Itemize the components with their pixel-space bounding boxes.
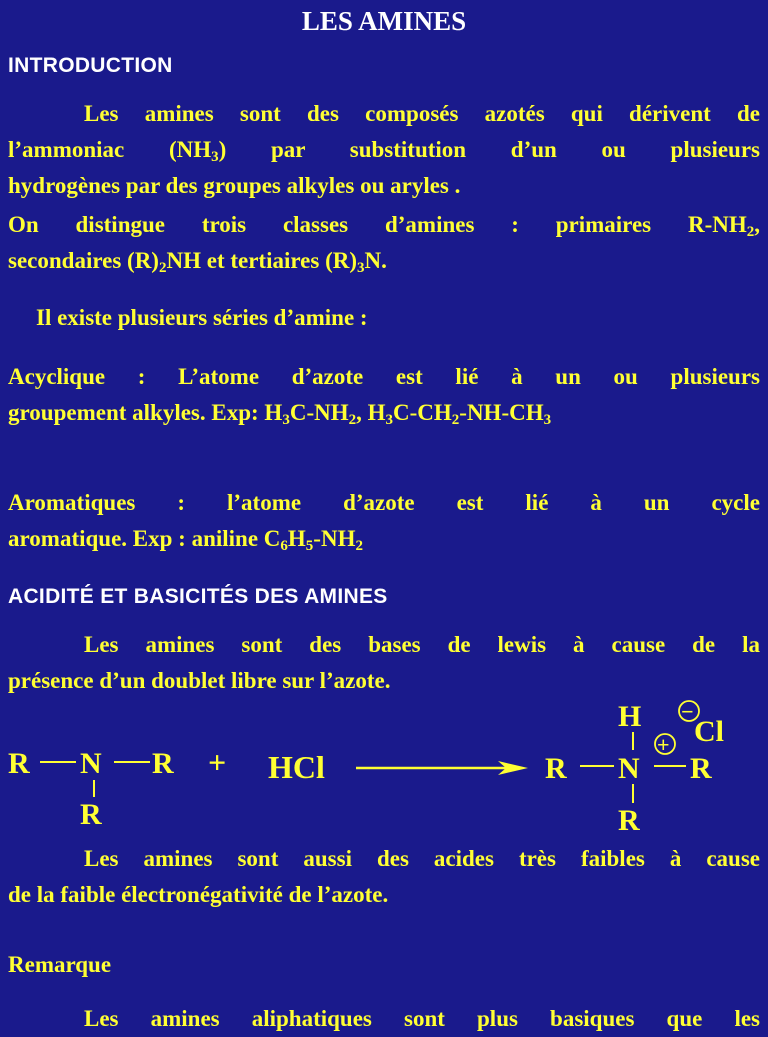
remarque-paragraph [8,1001,760,1037]
aromatique-line-1: Aromatiques : l’atome d’azote est lié à un cycle [8,490,760,515]
product-cl: Cl [694,715,724,748]
reactant-r-bottom: R [80,798,102,831]
product-n: N [618,752,640,785]
acyclique-line-2: groupement alkyles. Exp: $H_3C-NH_2$, $H_3C-CH_2-NH-CH_3$ [8,400,552,428]
product-r-right: R [690,752,712,785]
acyclique-paragraph [8,359,760,431]
classes-paragraph [8,207,760,279]
series-intro [36,300,756,336]
basicite-paragraph [8,627,760,699]
negative-charge: − [681,700,694,724]
acidite-line-2: de la faible électronégativité de l’azote. [8,882,389,907]
section-heading-introduction: INTRODUCTION [8,54,173,77]
intro-paragraph [8,96,760,204]
remarque-heading [8,947,760,983]
reactant-r-right: R [152,747,174,780]
intro-line-2: l’ammoniac $(NH_3)$ par substitution d’un ou plusieurs [8,137,760,165]
aromatique-line-2: aromatique. Exp : aniline $C_6H_5-NH_2$ [8,526,363,554]
acidite-line-1: Les amines sont aussi des acides très faibles à cause [84,846,760,871]
product-r-left: R [545,752,567,785]
reaction-diagram [0,700,768,840]
positive-charge: + [657,732,670,757]
classes-line-1: On distingue trois classes d’amines : primaires $R-NH_2$, [8,212,760,240]
reaction-svg [0,700,768,840]
remarque-line-1: Les amines aliphatiques sont plus basiques que les [84,1006,760,1031]
reactant-r-left: R [8,747,30,780]
section-heading-acidite: ACIDITÉ ET BASICITÉS DES AMINES [8,585,388,608]
plus-sign: + [208,744,227,780]
hcl: HCl [268,749,325,785]
aromatique-paragraph [8,485,760,557]
product-h: H [618,700,642,733]
series-text: Il existe plusieurs séries d’amine : [36,305,368,330]
classes-line-2: secondaires $(R)_2NH$ et tertiaires $(R)_3N$. [8,248,387,276]
basicite-line-1: Les amines sont des bases de lewis à cause de la [84,632,760,657]
acidite-paragraph [8,841,760,913]
basicite-line-2: présence d’un doublet libre sur l’azote. [8,668,391,693]
intro-line-1: Les amines sont des composés azotés qui dérivent de [84,101,760,126]
page-title: LES AMINES [301,6,467,36]
acyclique-line-1: Acyclique : L’atome d’azote est lié à un ou plusieurs [8,364,760,389]
reactant-n: N [80,747,102,780]
intro-line-3: hydrogènes par des groupes alkyles ou aryles . [8,173,461,198]
remarque-title: Remarque [8,952,112,977]
product-r-bottom: R [618,804,640,837]
